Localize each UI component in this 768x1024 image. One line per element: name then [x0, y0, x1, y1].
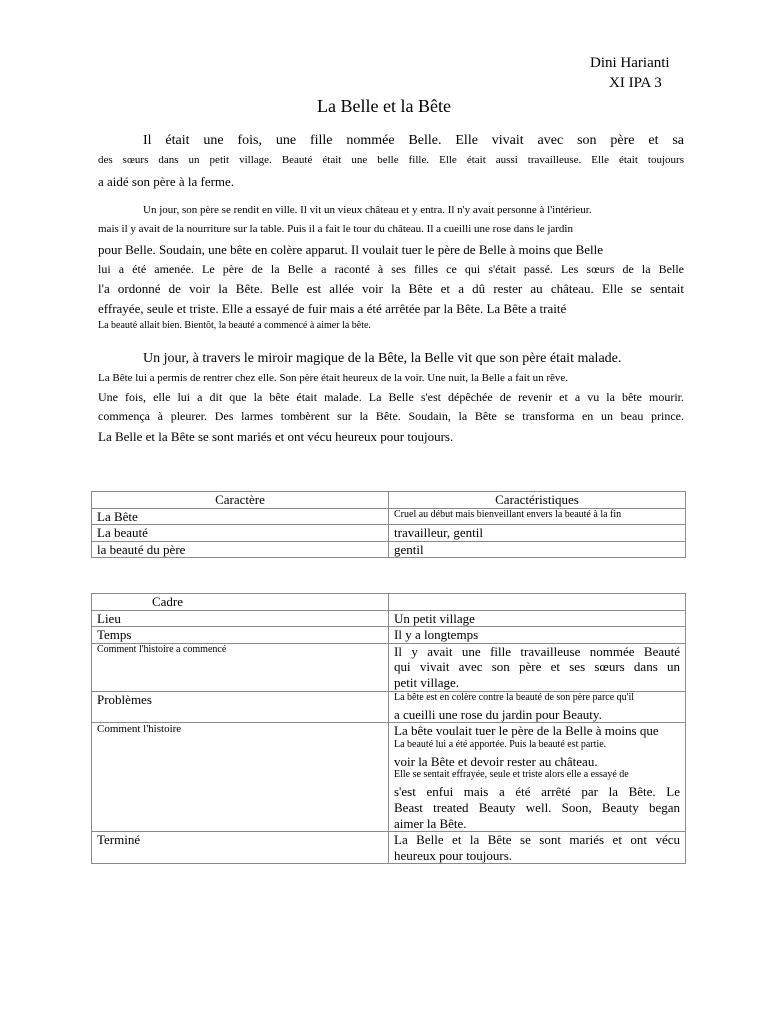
text-line: Un jour, son père se rendit en ville. Il vit un vieux château et y entra. Il n'y avait personne à l'intérieur.	[143, 204, 592, 216]
setting-label: Comment l'histoire a commencé	[92, 643, 389, 691]
text-line: commença à pleurer. Des larmes tombèrent sur la Bête. Soudain, la Bête se transforma en un beau prince.	[98, 409, 684, 423]
table-row	[92, 723, 686, 832]
table-row	[92, 541, 686, 558]
text-line: La Bête lui a permis de rentrer chez elle. Son père était heureux de la voir. Une nuit, la Belle a fait un rêve.	[98, 372, 569, 384]
text-line: effrayée, seule et triste. Elle a essayé de fuir mais a été arrêtée par la Bête. La Bête a traité	[98, 301, 567, 316]
character-trait: travailleur, gentil	[389, 525, 686, 542]
character-name: la beauté du père	[92, 541, 389, 558]
text-line: Un jour, à travers le miroir magique de la Bête, la Belle vit que son père était malade.	[143, 351, 622, 366]
setting-label: Temps	[92, 627, 389, 644]
text-line: La Belle et la Bête se sont mariés et ont vécu heureux pour toujours.	[98, 429, 454, 444]
table-header-row	[92, 492, 686, 509]
table-row	[92, 691, 686, 723]
table-row	[92, 627, 686, 644]
text-line: pour Belle. Soudain, une bête en colère apparut. Il voulait tuer le père de Belle à moins que Belle	[98, 242, 604, 257]
character-name: La beauté	[92, 525, 389, 542]
text-line: des sœurs dans un petit village. Beauté était une belle fille. Elle était aussi travailleuse. Elle était toujours	[98, 154, 684, 166]
table-row	[92, 525, 686, 542]
text-line: l'a ordonné de voir la Bête. Belle est allée voir la Bête et a dû rester au château. Elle se sentait	[98, 281, 684, 296]
class-name: XI IPA 3	[609, 75, 662, 91]
text-line: mais il y avait de la nourriture sur la table. Puis il a fait le tour du château. Il a cueilli une rose dans le jardin	[98, 223, 573, 235]
setting-label: Comment l'histoire	[92, 723, 389, 832]
header-empty	[389, 594, 686, 611]
setting-value: Un petit village	[389, 610, 686, 627]
author-name: Dini Harianti	[590, 55, 670, 71]
text-line: a aidé son père à la ferme.	[98, 174, 235, 189]
setting-label: Terminé	[92, 832, 389, 864]
table-row	[92, 508, 686, 525]
setting-label: Problèmes	[92, 691, 389, 723]
text-line: Il était une fois, une fille nommée Belle. Elle vivait avec son père et sa	[143, 133, 684, 148]
page-title: La Belle et la Bête	[317, 96, 451, 116]
character-trait: gentil	[389, 541, 686, 558]
setting-value: Il y avait une fille travailleuse nommée Beauté qui vivait avec son père et ses sœurs dans un petit village.	[389, 643, 686, 691]
setting-value: La bête voulait tuer le père de la Belle à moins que La beauté lui a été apportée. Puis la beauté est partie. voir la Bête et devoir rester au château. Elle se sentait effrayée, seule et triste alors elle a essayé de s'est enfui mais a été arrêté par la Bête. Le Beast treated Beauty well. Soon, Beauty began aimer la Bête.	[389, 723, 686, 832]
character-trait: Cruel au début mais bienveillant envers la beauté à la fin	[389, 508, 686, 525]
setting-value: La bête est en colère contre la beauté de son père parce qu'il a cueilli une rose du jardin pour Beauty.	[389, 691, 686, 723]
header-character: Caractère	[92, 492, 389, 509]
table-row	[92, 643, 686, 691]
setting-label: Lieu	[92, 610, 389, 627]
character-name: La Bête	[92, 508, 389, 525]
table-header-row	[92, 594, 686, 611]
table-row	[92, 610, 686, 627]
text-line: lui a été amenée. Le père de la Belle a raconté à ses filles ce qui s'était passé. Les sœurs de la Belle	[98, 262, 684, 276]
text-line: La beauté allait bien. Bientôt, la beauté a commencé à aimer la bête.	[98, 320, 371, 331]
setting-table	[91, 593, 686, 864]
setting-value: La Belle et la Bête se sont mariés et ont vécu heureux pour toujours.	[389, 832, 686, 864]
characters-table	[91, 491, 686, 558]
text-line: Une fois, elle lui a dit que la bête était malade. La Belle s'est dépêchée de revenir et a vu la bête mourir.	[98, 390, 684, 404]
table-row	[92, 832, 686, 864]
setting-value: Il y a longtemps	[389, 627, 686, 644]
header-setting: Cadre	[92, 594, 389, 611]
header-characteristics: Caractéristiques	[389, 492, 686, 509]
